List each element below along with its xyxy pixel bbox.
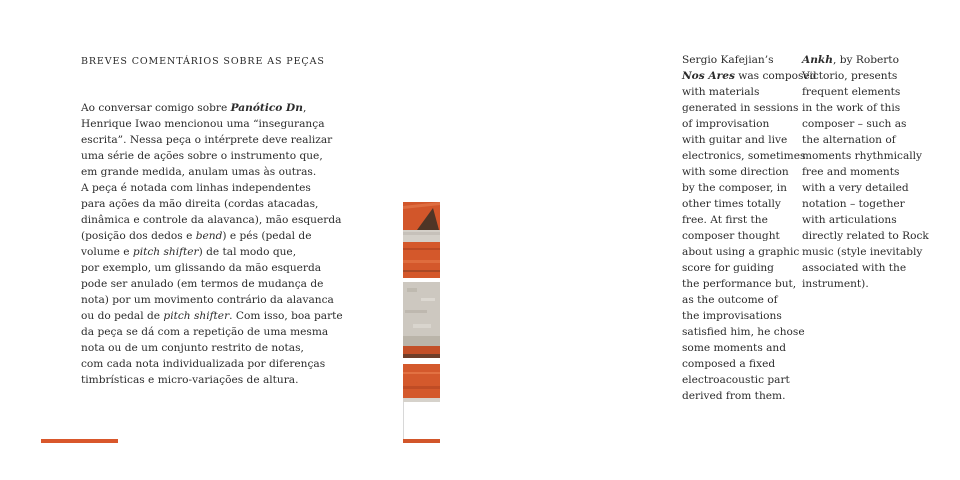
text-line: the alternation of bbox=[802, 134, 896, 146]
text-line: score for guiding bbox=[682, 262, 774, 274]
text-line: music (style inevitably bbox=[802, 246, 923, 258]
text-line: escrita”. Nessa peça o intérprete deve realizar bbox=[81, 134, 333, 146]
text-line: derived from them. bbox=[682, 390, 786, 402]
text-line: para ações da mão direita (cordas atacadas, bbox=[81, 198, 319, 210]
photo-strip-image bbox=[403, 202, 440, 443]
text-line: frequent elements bbox=[802, 86, 901, 98]
text-line: uma série de ações sobre o instrumento que, bbox=[81, 150, 323, 162]
text-line: por exemplo, um glissando da mão esquerda bbox=[81, 262, 322, 274]
text-line: moments rhythmically bbox=[802, 150, 923, 162]
text-line: by the composer, in bbox=[682, 182, 787, 194]
section-heading: BREVES COMENTÁRIOS SOBRE AS PEÇAS bbox=[81, 56, 325, 67]
text-line: generated in sessions bbox=[682, 102, 799, 114]
text-line: the performance but, bbox=[682, 278, 797, 290]
text-line: em grande medida, anulam umas às outras. bbox=[81, 166, 317, 178]
text-line: composer thought bbox=[682, 230, 780, 242]
text-line: the improvisations bbox=[682, 310, 782, 322]
text-line: composer – such as bbox=[802, 118, 907, 130]
work-title: Panótico Dn bbox=[230, 102, 303, 114]
text-line: instrument). bbox=[802, 278, 869, 290]
text-line: dinâmica e controle da alavanca), mão esquerda bbox=[81, 214, 342, 226]
text-line: as the outcome of bbox=[682, 294, 778, 306]
english-column-nos-ares bbox=[682, 52, 817, 404]
text-line: nota ou de um conjunto restrito de notas, bbox=[81, 342, 304, 354]
text-line: satisfied him, he chose bbox=[682, 326, 805, 338]
text-line: electronics, sometimes bbox=[682, 150, 806, 162]
text-line: with articulations bbox=[802, 214, 897, 226]
text-line: volume e pitch shifter) de tal modo que, bbox=[81, 246, 297, 258]
text-line: Nos Ares was composed bbox=[682, 70, 817, 82]
text-line: free and moments bbox=[802, 166, 900, 178]
text-line: with a very detailed bbox=[802, 182, 909, 194]
italic-term: bend bbox=[195, 230, 223, 242]
italic-term: pitch shifter bbox=[163, 310, 230, 322]
text-line: electroacoustic part bbox=[682, 374, 790, 386]
text-line: da peça se dá com a repetição de uma mesma bbox=[81, 326, 329, 338]
work-title: Nos Ares bbox=[682, 70, 735, 82]
text-line: Ao conversar comigo sobre Panótico Dn, bbox=[81, 102, 307, 114]
text-line: notation – together bbox=[802, 198, 905, 210]
text-line: with materials bbox=[682, 86, 760, 98]
work-title: Ankh bbox=[802, 54, 833, 66]
italic-term: pitch shifter bbox=[132, 246, 199, 258]
right-page bbox=[480, 0, 960, 480]
text-line: some moments and bbox=[682, 342, 787, 354]
text-line: Victorio, presents bbox=[802, 70, 898, 82]
text-line: Ankh, by Roberto bbox=[802, 54, 899, 66]
text-line: (posição dos dedos e bend) e pés (pedal de bbox=[81, 230, 312, 242]
text-line: of improvisation bbox=[682, 118, 770, 130]
text-line: directly related to Rock bbox=[802, 230, 929, 242]
text-line: other times totally bbox=[682, 198, 781, 210]
english-column-ankh bbox=[802, 52, 929, 292]
text-line: with guitar and live bbox=[682, 134, 788, 146]
portuguese-paragraph bbox=[81, 100, 343, 388]
text-line: com cada nota individualizada por diferenças bbox=[81, 358, 326, 370]
text-line: in the work of this bbox=[802, 102, 901, 114]
text-line: free. At first the bbox=[682, 214, 768, 226]
text-line: about using a graphic bbox=[682, 246, 800, 258]
text-line: Henrique Iwao mencionou uma “insegurança bbox=[81, 118, 325, 130]
text-line: Sergio Kafejian’s bbox=[682, 54, 774, 66]
text-line: pode ser anulado (em termos de mudança de bbox=[81, 278, 324, 290]
text-line: ou do pedal de pitch shifter. Com isso, boa parte bbox=[81, 310, 343, 322]
text-line: nota) por um movimento contrário da alavanca bbox=[81, 294, 334, 306]
text-line: composed a fixed bbox=[682, 358, 776, 370]
text-line: associated with the bbox=[802, 262, 907, 274]
text-line: with some direction bbox=[682, 166, 789, 178]
text-line: A peça é notada com linhas independentes bbox=[81, 182, 311, 194]
accent-rule bbox=[41, 439, 118, 443]
photo-strip bbox=[403, 202, 440, 443]
text-line: timbrísticas e micro-variações de altura. bbox=[81, 374, 299, 386]
